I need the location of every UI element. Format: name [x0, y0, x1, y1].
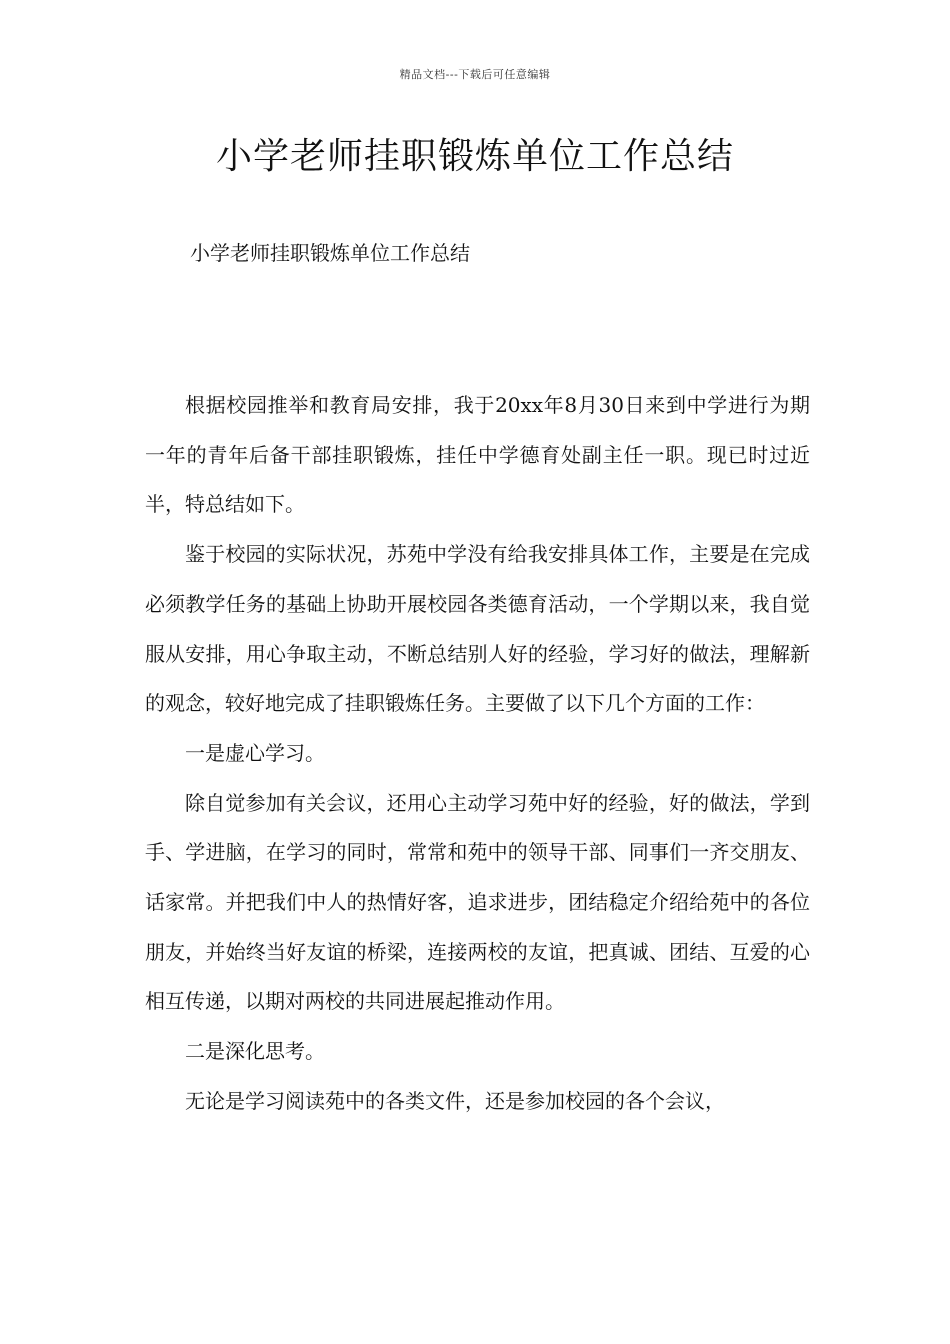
header-note: 精品文档---下载后可任意编辑 [399, 68, 551, 81]
section-heading-2: 二是深化思考。 [185, 1039, 325, 1064]
paragraph-intro: 根据校园推举和教育局安排，我于20xx年8月30日来到中学进行为期一年的青年后备干部挂职锻炼，挂任中学德育处副主任一职。现已时过近半，特总结如下。 [145, 393, 810, 517]
paragraph-section-1: 除自觉参加有关会议，还用心主动学习苑中好的经验，好的做法，学到手、学进脑，在学习的同时，常常和苑中的领导干部、同事们一齐交朋友、话家常。并把我们中人的热情好客，追求进步，团结稳定介绍给苑中的各位朋友，并始终当好友谊的桥梁，连接两校的友谊，把真诚、团结、互爱的心相互传递，以期对两校的共同进展起推动作用。 [145, 790, 810, 1014]
paragraph-section-2: 无论是学习阅读苑中的各类文件，还是参加校园的各个会议， [185, 1088, 725, 1113]
section-heading-1: 一是虚心学习。 [185, 740, 325, 765]
document-title: 小学老师挂职锻炼单位工作总结 [215, 136, 734, 177]
document-body [145, 381, 810, 1127]
paragraph-overview: 鉴于校园的实际状况，苏苑中学没有给我安排具体工作，主要是在完成必须教学任务的基础上协助开展校园各类德育活动，一个学期以来，我自觉服从安排，用心争取主动，不断总结别人好的经验，学习好的做法，理解新的观念，较好地完成了挂职锻炼任务。主要做了以下几个方面的工作： [145, 542, 810, 716]
document-subtitle: 小学老师挂职锻炼单位工作总结 [190, 241, 470, 265]
